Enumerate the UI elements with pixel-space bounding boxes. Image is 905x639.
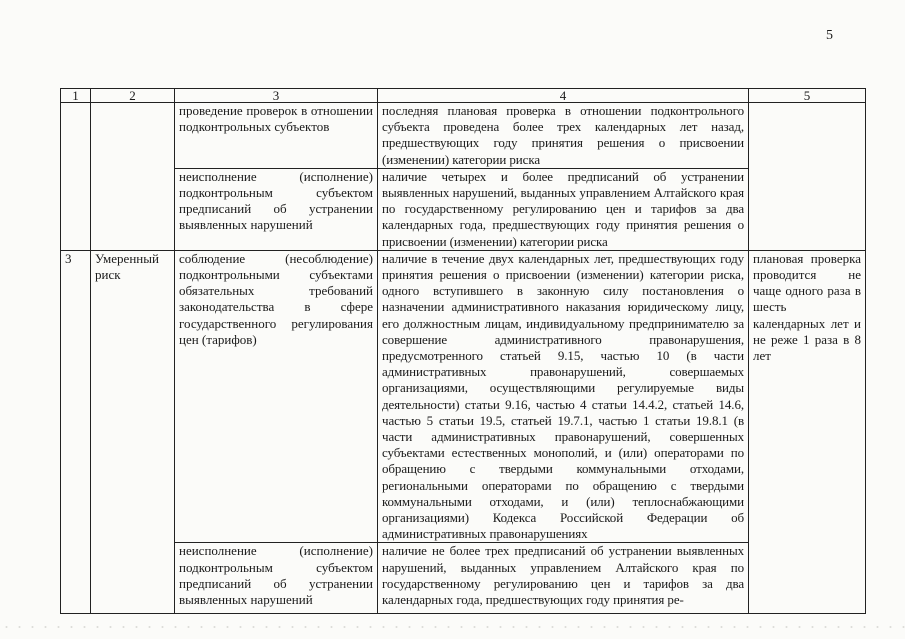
scan-artifact <box>0 624 905 630</box>
criterion-cell: неисполнение (исполнение) подконтрольным субъектом предписаний об устранении выявленных нарушений <box>175 543 378 614</box>
column-header-4: 4 <box>378 89 749 103</box>
column-header-3: 3 <box>175 89 378 103</box>
criterion-cell: соблюдение (несоблюдение) подконтрольными субъектами обязательных требований законодательства в сфере государственного регулирования цен (тарифов) <box>175 250 378 543</box>
column-header-2: 2 <box>91 89 175 103</box>
condition-cell: последняя плановая проверка в отношении подконтрольного субъекта проведена более трех календарных лет назад, предшествующих году принятия решения о присвоении (изменении) категории риска <box>378 103 749 169</box>
condition-cell: наличие не более трех предписаний об устранении выявленных нарушений, выданных управлением Алтайского края по государственному регулированию цен и тарифов за два календарных года, предшествующих году принятия ре- <box>378 543 749 614</box>
table-row <box>61 168 866 250</box>
condition-cell: наличие четырех и более предписаний об устранении выявленных нарушений, выданных управлением Алтайского края по государственному регулированию цен и тарифов за два календарных года, предшествующих году принятия решения о присвоении (изменении) категории риска <box>378 168 749 250</box>
row-number-cell: 3 <box>61 250 91 614</box>
page-number: 5 <box>826 28 833 43</box>
frequency-cell: плановая проверка проводится не чаще одного раза в шесть календарных лет и не реже 1 раза в 8 лет <box>749 250 866 614</box>
table-row <box>61 250 866 543</box>
risk-category-table <box>60 88 866 614</box>
condition-cell: наличие в течение двух календарных лет, предшествующих году принятия решения о присвоении (изменении) категории риска, одного вступившего в законную силу постановления о назначении административного наказания юридическому лицу, его должностным лицам, индивидуальному предпринимателю за совершение административного правонарушения, предусмотренного статьей 9.15, частью 10 (в части административных правонарушений, совершаемых организациями, осуществляющими регулируемые виды деятельности) статьи 9.16, частью 4 статьи 14.4.2, статьей 14.6, частью 5 статьи 19.5, статьей 19.7.1, частью 1 статьи 19.8.1 (в части административных правонарушений, совершенных субъектами естественных монополий, и (или) операторами по обращению с твердыми коммунальными отходами, региональными операторами по обращению с твердыми коммунальными отходами, и (или) теплоснабжающими организациями) Кодекса Российской Федерации об административных правонарушениях <box>378 250 749 543</box>
criterion-cell: проведение проверок в отношении подконтрольных субъектов <box>175 103 378 169</box>
table-header-row <box>61 89 866 103</box>
table-row <box>61 543 866 614</box>
criterion-cell: неисполнение (исполнение) подконтрольным субъектом предписаний об устранении выявленных нарушений <box>175 168 378 250</box>
column-header-1: 1 <box>61 89 91 103</box>
table-row <box>61 103 866 169</box>
row-number-cell <box>61 103 91 251</box>
column-header-5: 5 <box>749 89 866 103</box>
risk-category-cell: Умеренный риск <box>91 250 175 614</box>
frequency-cell <box>749 103 866 251</box>
risk-category-cell <box>91 103 175 251</box>
